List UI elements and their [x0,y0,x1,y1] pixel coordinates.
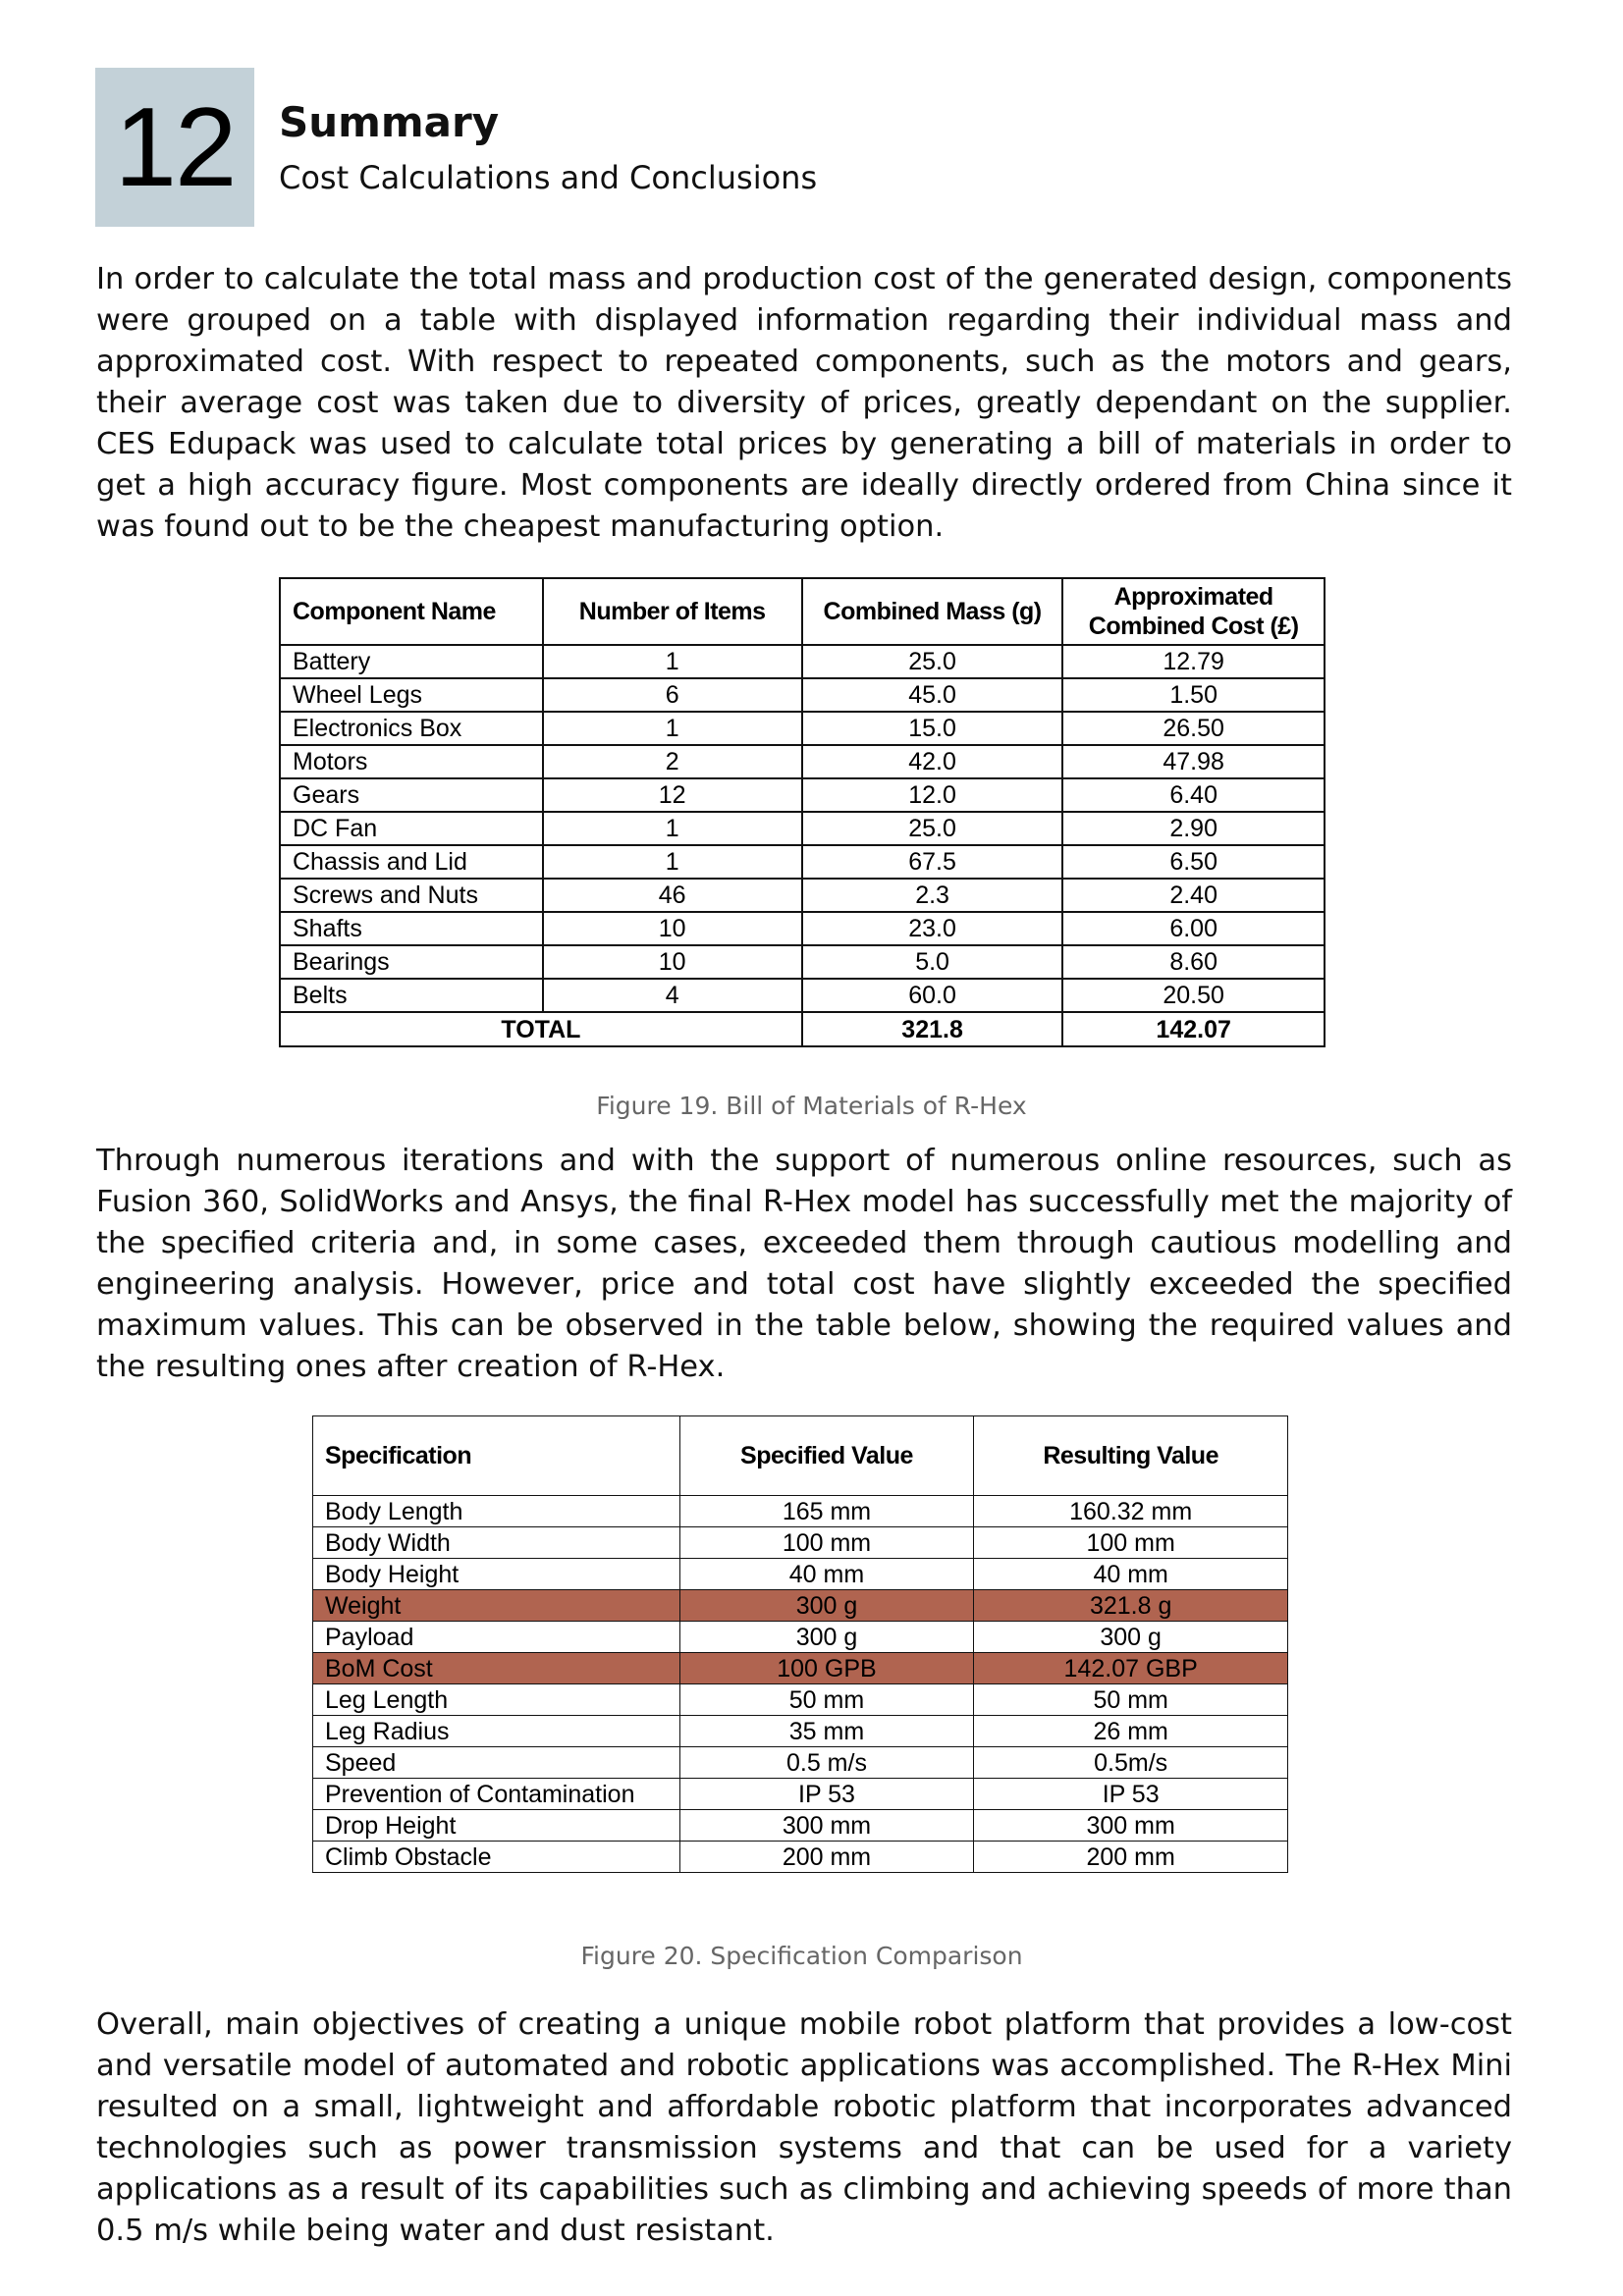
table-row [280,778,1325,812]
table-row [280,678,1325,712]
total-label: TOTAL [280,1012,802,1046]
cell: 26 mm [974,1716,1288,1747]
cell: Shafts [280,912,543,945]
cell: 300 mm [974,1810,1288,1842]
cell: 10 [543,945,802,979]
table-row [280,745,1325,778]
cell: 1.50 [1062,678,1325,712]
cell: Bearings [280,945,543,979]
cell: 12 [543,778,802,812]
table-row [313,1842,1288,1873]
cell: 26.50 [1062,712,1325,745]
column-header: Component Name [280,578,543,645]
cell: 5.0 [802,945,1062,979]
cell: Leg Radius [313,1716,680,1747]
cell: 1 [543,812,802,845]
cell: 6 [543,678,802,712]
cell: 23.0 [802,912,1062,945]
table-row [313,1527,1288,1559]
cell: 50 mm [974,1684,1288,1716]
cell: 321.8 g [974,1590,1288,1622]
cell: 100 mm [679,1527,974,1559]
table-row [280,945,1325,979]
table-row [280,912,1325,945]
table-row-highlighted [313,1590,1288,1622]
cell: Body Width [313,1527,680,1559]
table-row [313,1716,1288,1747]
cell: 200 mm [974,1842,1288,1873]
cell: BoM Cost [313,1653,680,1684]
bill-of-materials-table [279,577,1325,1047]
column-header: Specified Value [679,1416,974,1496]
cell: Drop Height [313,1810,680,1842]
column-header: Number of Items [543,578,802,645]
cell: Prevention of Contamination [313,1779,680,1810]
total-mass: 321.8 [802,1012,1062,1046]
cell: 0.5m/s [974,1747,1288,1779]
cell: 2 [543,745,802,778]
cell: IP 53 [974,1779,1288,1810]
table-row [313,1559,1288,1590]
cell: 45.0 [802,678,1062,712]
cell: Wheel Legs [280,678,543,712]
table-header-row [313,1416,1288,1496]
cell: Gears [280,778,543,812]
cell: 165 mm [679,1496,974,1527]
cell: 1 [543,712,802,745]
cell: 0.5 m/s [679,1747,974,1779]
cell: 1 [543,645,802,678]
cell: 12.79 [1062,645,1325,678]
cell: 47.98 [1062,745,1325,778]
table-row [313,1779,1288,1810]
cell: Battery [280,645,543,678]
cell: 8.60 [1062,945,1325,979]
cell: Payload [313,1622,680,1653]
cell: 142.07 GBP [974,1653,1288,1684]
column-header: Resulting Value [974,1416,1288,1496]
cell: Climb Obstacle [313,1842,680,1873]
column-header: Combined Mass (g) [802,578,1062,645]
chapter-title: Summary [279,98,500,146]
chapter-number-box [95,68,254,227]
cell: 2.3 [802,879,1062,912]
results-paragraph: Through numerous iterations and with the support of numerous online resources, such as Fusion 360, SolidWorks and Ansys, the final R-Hex model has successfully met the majority of the specified criteria and, in some cases, exceeded them through cautious modelling and engineering analysis. However, price and total cost have slightly exceeded the specified maximum values. This can be observed in the table below, showing the required values and the resulting ones after creation of R-Hex. [96,1144,1512,1384]
cell: 2.40 [1062,879,1325,912]
total-cost: 142.07 [1062,1012,1325,1046]
intro-paragraph: In order to calculate the total mass and production cost of the generated design, components were grouped on a table with displayed information regarding their individual mass and approximated cost. With respect to repeated components, such as the motors and gears, their average cost was taken due to diversity of prices, greatly dependant on the supplier. CES Edupack was used to calculate total prices by generating a bill of materials in order to get a high accuracy figure. Most components are ideally directly ordered from China since it was found out to be the cheapest manufacturing option. [96,262,1512,544]
table-row [280,645,1325,678]
table-row [280,712,1325,745]
cell: 300 g [679,1590,974,1622]
table-row-highlighted [313,1653,1288,1684]
table-row [280,812,1325,845]
cell: 25.0 [802,812,1062,845]
cell: 100 GPB [679,1653,974,1684]
cell: 160.32 mm [974,1496,1288,1527]
conclusion-paragraph: Overall, main objectives of creating a unique mobile robot platform that provides a low-cost and versatile model of automated and robotic applications was accomplished. The R-Hex Mini resulted on a small, lightweight and affordable robotic platform that incorporates advanced technologies such as power transmission systems and that can be used for a variety applications as a result of its capabilities such as climbing and achieving speeds of more than 0.5 m/s while being water and dust resistant. [96,2007,1512,2248]
cell: Body Length [313,1496,680,1527]
cell: 20.50 [1062,979,1325,1012]
figure-caption: Figure 19. Bill of Materials of R-Hex [596,1092,1027,1120]
table-total-row [280,1012,1325,1046]
chapter-subtitle: Cost Calculations and Conclusions [279,159,818,196]
cell: 40 mm [974,1559,1288,1590]
table-row [280,845,1325,879]
cell: 100 mm [974,1527,1288,1559]
cell: 6.00 [1062,912,1325,945]
cell: 300 g [974,1622,1288,1653]
cell: 50 mm [679,1684,974,1716]
cell: 10 [543,912,802,945]
table-row [280,879,1325,912]
table-row [280,979,1325,1012]
table-row [313,1810,1288,1842]
cell: 1 [543,845,802,879]
cell: Body Height [313,1559,680,1590]
cell: Chassis and Lid [280,845,543,879]
cell: 300 mm [679,1810,974,1842]
cell: 6.40 [1062,778,1325,812]
table-row [313,1747,1288,1779]
cell: 300 g [679,1622,974,1653]
figure-caption: Figure 20. Specification Comparison [580,1942,1023,1970]
cell: 15.0 [802,712,1062,745]
cell: 46 [543,879,802,912]
cell: Weight [313,1590,680,1622]
cell: Motors [280,745,543,778]
cell: 67.5 [802,845,1062,879]
table-row [313,1496,1288,1527]
cell: 42.0 [802,745,1062,778]
column-header: Approximated Combined Cost (£) [1062,578,1325,645]
cell: 40 mm [679,1559,974,1590]
cell: 60.0 [802,979,1062,1012]
cell: Speed [313,1747,680,1779]
cell: 2.90 [1062,812,1325,845]
cell: 35 mm [679,1716,974,1747]
cell: Screws and Nuts [280,879,543,912]
cell: Electronics Box [280,712,543,745]
specification-comparison-table [312,1415,1288,1873]
table-header-row [280,578,1325,645]
cell: Belts [280,979,543,1012]
cell: Leg Length [313,1684,680,1716]
cell: 4 [543,979,802,1012]
table-row [313,1684,1288,1716]
cell: 25.0 [802,645,1062,678]
cell: 12.0 [802,778,1062,812]
column-header: Specification [313,1416,680,1496]
cell: IP 53 [679,1779,974,1810]
cell: 200 mm [679,1842,974,1873]
table-row [313,1622,1288,1653]
cell: DC Fan [280,812,543,845]
chapter-number: 12 [114,84,236,210]
cell: 6.50 [1062,845,1325,879]
